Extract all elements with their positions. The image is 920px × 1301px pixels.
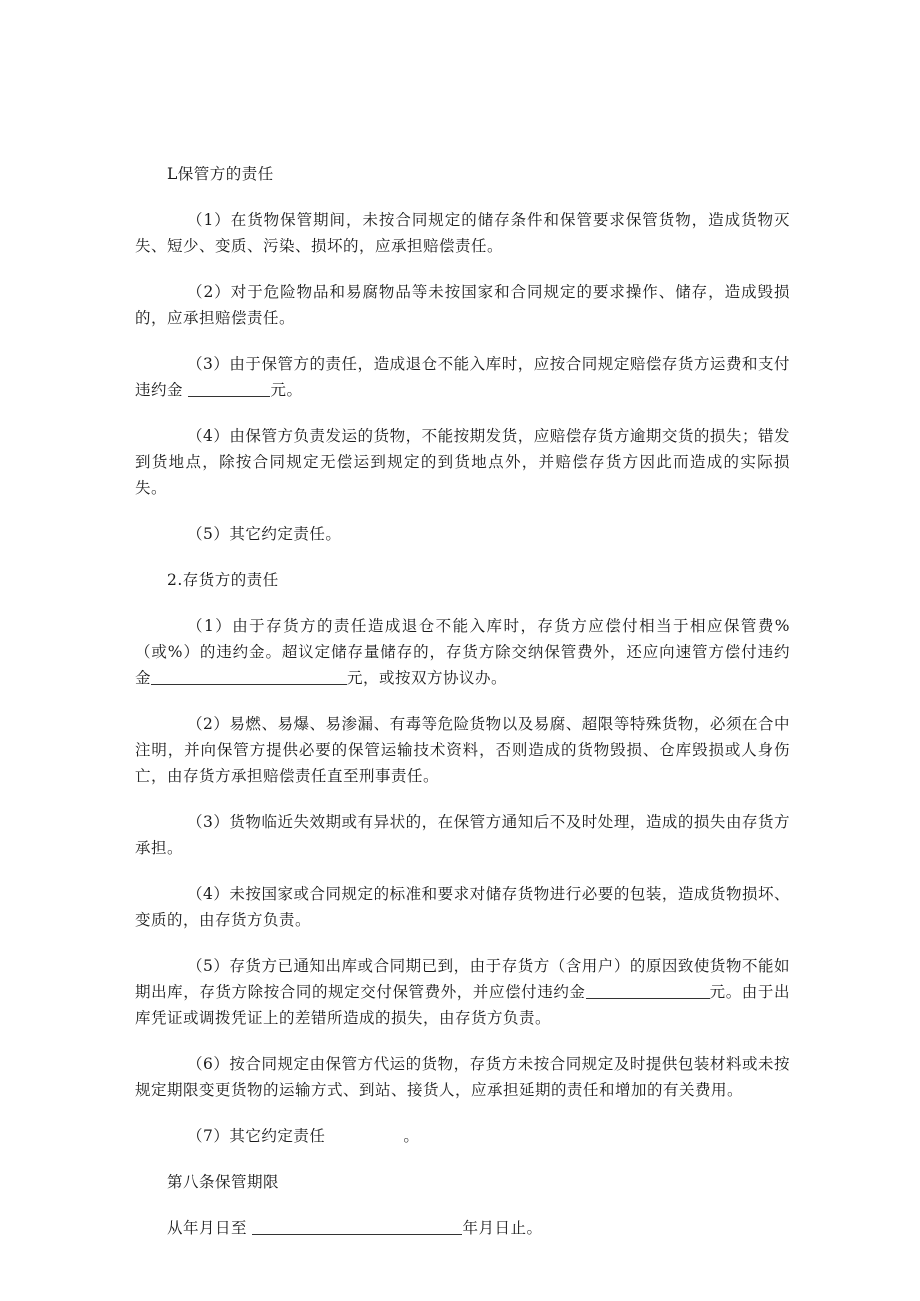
clause-text-end: 元。由于出库凭证或调拨凭证上的差错所造成的损失，由存货方负责。 <box>135 983 790 1027</box>
clause-text: （5）存货方已通知出库或合同期已到，由于存货方（含用户）的原因致使货物不能如期出库，存货方除按合同的规定交付保管费外，并应偿付违约金 <box>135 957 790 1001</box>
section-heading-depositor: 2.存货方的责任 <box>167 571 279 589</box>
custodian-clause-2: （2）对于危险物品和易腐物品等未按国家和合同规定的要求操作、储存，造成毁损的，应承担赔偿责任。 <box>135 283 790 327</box>
depositor-clause-7 <box>135 1123 790 1149</box>
penalty-amount-blank[interactable] <box>586 980 710 999</box>
clause-text-end: 。 <box>403 1127 420 1145</box>
period-start-text: 从年月日至 <box>167 1219 248 1237</box>
article-8-heading: 第八条保管期限 <box>167 1173 280 1191</box>
storage-period-line <box>135 1215 790 1241</box>
clause-text-end: 元，或按双方协议办。 <box>347 669 508 687</box>
depositor-clause-5 <box>135 953 790 1031</box>
contract-text <box>135 161 790 1261</box>
depositor-clause-6: （6）按合同规定由保管方代运的货物，存货方未按合同规定及时提供包装材料或未按规定期限变更货物的运输方式、到站、接货人，应承担延期的责任和增加的有关费用。 <box>135 1055 790 1099</box>
depositor-clause-3: （3）货物临近失效期或有异状的，在保管方通知后不及时处理，造成的损失由存货方承担。 <box>135 813 790 857</box>
depositor-clause-1 <box>135 613 790 691</box>
clause-text: （3）由于保管方的责任，造成退仓不能入库时，应按合同规定赔偿存货方运费和支付违约金 <box>135 355 790 399</box>
clause-text: （1）由于存货方的责任造成退仓不能入库时，存货方应偿付相当于相应保管费%（或%）的违约金。超议定储存量储存的，存货方除交纳保管费外，还应向速管方偿付违约金 <box>135 617 790 687</box>
section-heading-custodian: L保管方的责任 <box>167 165 274 183</box>
depositor-clause-2: （2）易燃、易爆、易渗漏、有毒等危险货物以及易腐、超限等特殊货物，必须在合中注明，并向保管方提供必要的保管运输技术资料，否则造成的货物毁损、仓库毁损或人身伤亡，由存货方承担赔偿责任直至刑事责任。 <box>135 715 790 785</box>
depositor-clause-4: （4）未按国家或合同规定的标准和要求对储存货物进行必要的包装，造成货物损坏、变质的，由存货方负责。 <box>135 885 790 929</box>
clause-text: （7）其它约定责任 <box>187 1127 326 1145</box>
penalty-amount-blank[interactable] <box>188 378 270 397</box>
period-date-blank[interactable] <box>252 1216 462 1235</box>
period-end-text: 年月日止。 <box>462 1219 543 1237</box>
clause-text-end: 元。 <box>270 381 303 399</box>
custodian-clause-5: （5）其它约定责任。 <box>187 525 342 543</box>
custodian-clause-4: （4）由保管方负责发运的货物，不能按期发货，应赔偿存货方逾期交货的损失；错发到货地点，除按合同规定无偿运到规定的到货地点外，并赔偿存货方因此而造成的实际损失。 <box>135 427 790 497</box>
custodian-clause-1: （1）在货物保管期间，未按合同规定的储存条件和保管要求保管货物，造成货物灭失、短少、变质、污染、损坏的，应承担赔偿责任。 <box>135 211 790 255</box>
custodian-clause-3 <box>135 351 790 403</box>
penalty-amount-blank[interactable] <box>151 666 347 685</box>
